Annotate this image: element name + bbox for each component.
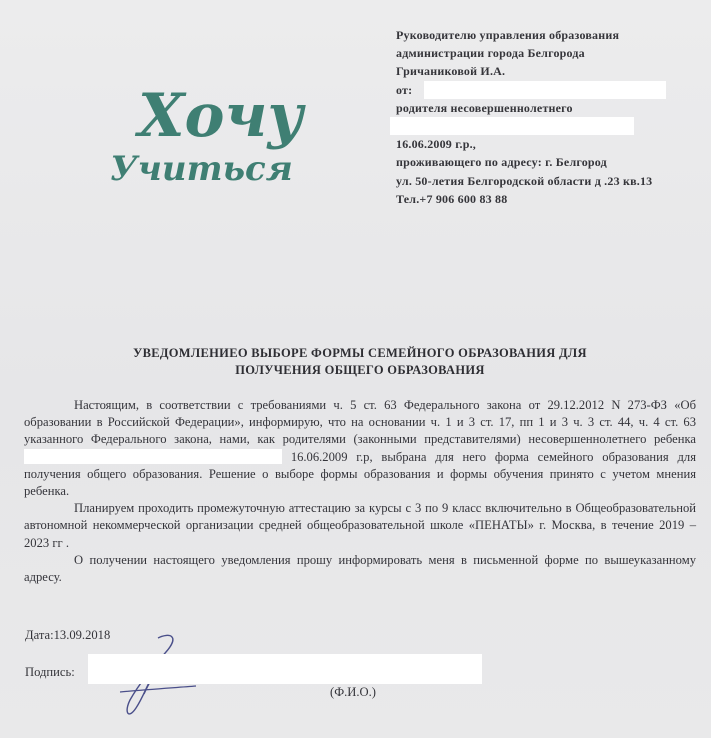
- title-line-1: УВЕДОМЛЕНИЕО ВЫБОРЕ ФОРМЫ СЕМЕЙНОГО ОБРАЗОВАНИЯ ДЛЯ: [133, 346, 587, 360]
- title-line-2: ПОЛУЧЕНИЯ ОБЩЕГО ОБРАЗОВАНИЯ: [235, 363, 485, 377]
- header-line-6: [396, 117, 706, 135]
- addressee-block: [396, 26, 706, 208]
- logo-line-1: Хочу: [138, 81, 304, 151]
- paragraph-2: Планируем проходить промежуточную аттестацию за курсы с 3 по 9 класс включительно в Общеобразовательной автономной некоммерческой организации средней общеобразовательной школе «ПЕНАТЫ» г. Москва, в течение 2019 – 2023 гг .: [24, 501, 696, 550]
- header-line-9: ул. 50-летия Белгородской области д .23 кв.13: [396, 173, 653, 188]
- logo-watermark: [110, 78, 320, 188]
- paragraph-1-text-b: 16.06.2009 г.р, выбрана для него форма семейного образования для получения общего образования. Решение о выборе формы образования и формы обучения принято с учетом мнения ребенка.: [24, 449, 696, 499]
- paragraph-1-text-a: Настоящим, в соответствии с требованиями ч. 5 ст. 63 Федерального закона от 29.12.2012 N 273-ФЗ «Об образовании в Российской Федерации», информирую, что на основании ч. 1 и 3 ст. 17, пп 1 и 3 ч. 3 ст. 44, ч. 4 ст. 63 указанного Федерального закона, нами, как родителями (законными представителями) несовершеннолетнего ребенка: [24, 398, 696, 447]
- logo-line-2: Учиться: [110, 149, 293, 188]
- header-line-2: администрации города Белгорода: [396, 46, 585, 61]
- header-line-5: родителя несовершеннолетнего: [396, 100, 573, 115]
- header-line-3: Гричаниковой И.А.: [396, 64, 506, 79]
- redacted-signer-name: [88, 654, 482, 684]
- header-line-7: 16.06.2009 г.р.,: [396, 137, 476, 152]
- header-line-from: [396, 81, 706, 99]
- fio-label: (Ф.И.О.): [330, 685, 376, 699]
- header-from-label: от:: [396, 82, 413, 97]
- redacted-child-name-inline: [24, 449, 282, 464]
- redacted-child-name: [390, 117, 634, 135]
- paragraph-1: [24, 397, 696, 500]
- signature-label: Подпись:: [25, 665, 75, 679]
- document-title: [40, 345, 680, 379]
- header-line-10: Тел.+7 906 600 83 88: [396, 191, 508, 206]
- paragraph-3: О получении настоящего уведомления прошу информировать меня в письменной форме по вышеуказанному адресу.: [24, 552, 696, 585]
- date-line: Дата:13.09.2018: [25, 628, 111, 642]
- header-line-8: проживающего по адресу: г. Белгород: [396, 155, 607, 170]
- header-line-1: Руководителю управления образования: [396, 28, 620, 42]
- redacted-sender-name: [424, 81, 666, 99]
- document-body: [24, 397, 696, 586]
